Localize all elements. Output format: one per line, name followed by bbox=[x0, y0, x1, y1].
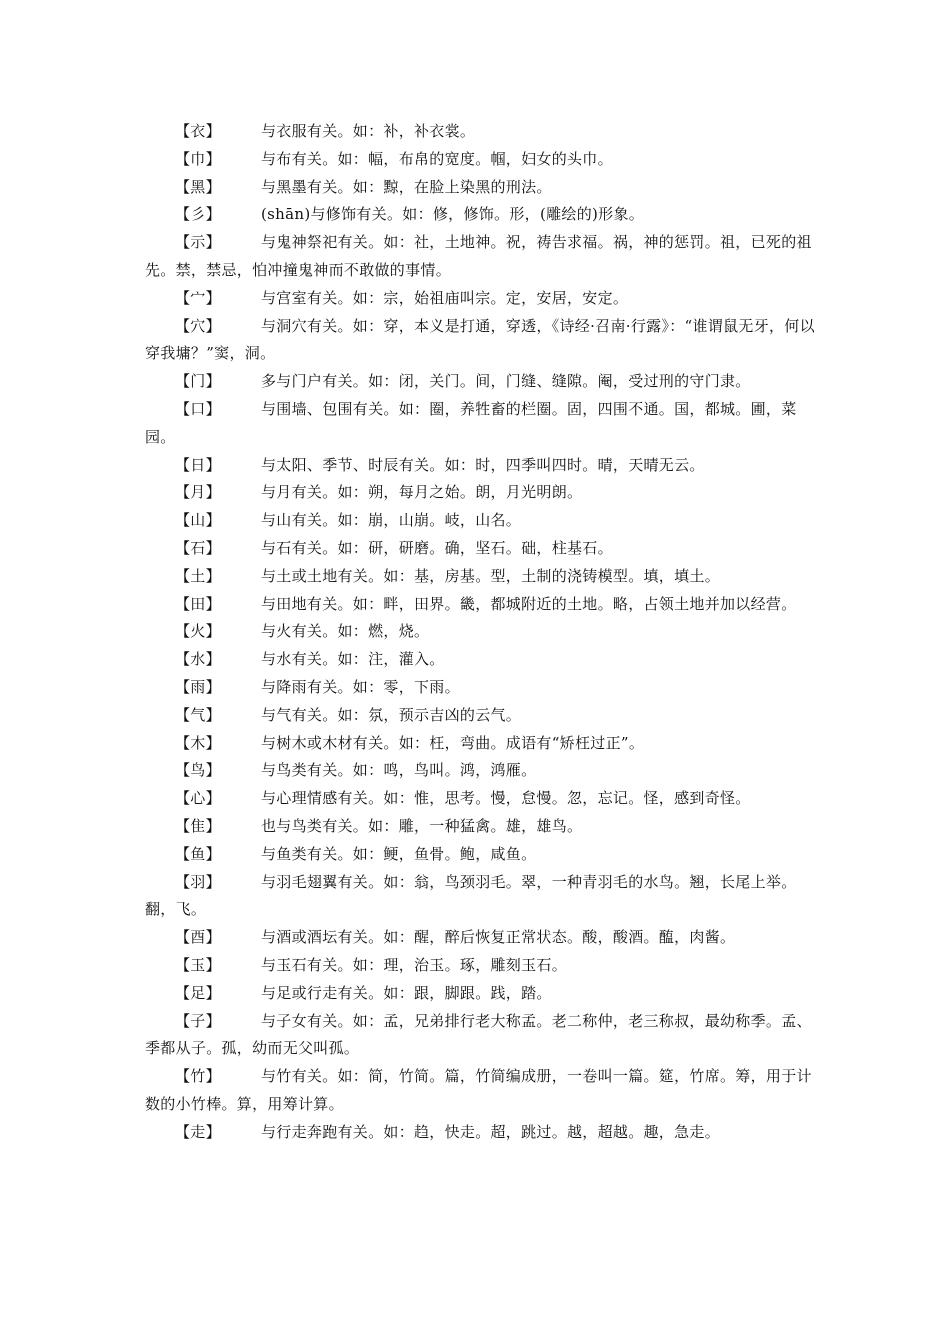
radical-entry bbox=[145, 813, 825, 841]
radical-label: 【水】 bbox=[175, 650, 221, 669]
radical-label: 【雨】 bbox=[175, 677, 221, 696]
radical-definition: 与布有关。如：幅，布帛的宽度。帼，妇女的头巾。 bbox=[261, 149, 613, 168]
radical-definition: 与心理情感有关。如：惟，思考。慢，怠慢。忽，忘记。怪，感到奇怪。 bbox=[261, 789, 751, 808]
radical-label: 【子】 bbox=[175, 1011, 221, 1030]
radical-label: 【石】 bbox=[175, 538, 221, 557]
radical-entry bbox=[145, 785, 825, 813]
radical-label: 【土】 bbox=[175, 566, 221, 585]
radical-label: 【羽】 bbox=[175, 872, 221, 891]
radical-definition: 与衣服有关。如：补，补衣裳。 bbox=[261, 122, 476, 140]
radical-entry bbox=[145, 1119, 825, 1147]
radical-definition: 与山有关。如：崩，山崩。岐，山名。 bbox=[261, 511, 522, 530]
radical-definition: 与气有关。如：氛，预示吉凶的云气。 bbox=[261, 705, 522, 724]
radical-entry bbox=[145, 980, 825, 1008]
radical-definition: 也与鸟类有关。如：雕，一种猛禽。雄，雄鸟。 bbox=[261, 816, 583, 835]
radical-entry bbox=[145, 924, 825, 952]
radical-label: 【巾】 bbox=[175, 149, 221, 168]
radical-definition: 与玉石有关。如：理，治玉。琢，雕刻玉石。 bbox=[261, 955, 568, 974]
radical-entry bbox=[145, 146, 825, 174]
radical-definition: 与鱼类有关。如：鲠，鱼骨。鲍，咸鱼。 bbox=[261, 844, 537, 863]
radical-definition: 与火有关。如：燃，烧。 bbox=[261, 622, 430, 641]
radical-entry bbox=[145, 368, 825, 396]
radical-entry bbox=[145, 869, 825, 925]
radical-label: 【气】 bbox=[175, 705, 221, 724]
radical-definition: 与子女有关。如：孟，兄弟排行老大称孟。老二称仲，老三称叔，最幼称季。孟、季都从子。孤，幼而无父叫孤。 bbox=[145, 1011, 812, 1058]
radical-label: 【木】 bbox=[175, 733, 221, 752]
radical-label: 【足】 bbox=[175, 983, 221, 1002]
radical-definition: 与太阳、季节、时辰有关。如：时，四季叫四时。晴，天晴无云。 bbox=[261, 455, 705, 474]
radical-definition: (shān)与修饰有关。如：修，修饰。形，(雕绘的)形象。 bbox=[261, 205, 645, 224]
radical-label: 【鸟】 bbox=[175, 761, 221, 780]
radical-definition: 与鬼神祭祀有关。如：社，土地神。祝，祷告求福。祸，神的惩罚。祖，已死的祖先。禁，禁忌，怕冲撞鬼神而不敢做的事情。 bbox=[145, 233, 812, 279]
radical-definition: 与羽毛翅翼有关。如：翁，鸟颈羽毛。翠，一种青羽毛的水鸟。翘，长尾上举。翻，飞。 bbox=[145, 872, 797, 919]
radical-definition: 与鸟类有关。如：鸣，鸟叫。鸿，鸿雁。 bbox=[261, 761, 537, 780]
radical-label: 【田】 bbox=[175, 594, 221, 613]
radical-label: 【宀】 bbox=[175, 288, 221, 307]
radical-definition: 与宫室有关。如：宗，始祖庙叫宗。定，安居，安定。 bbox=[261, 288, 629, 307]
radical-entry bbox=[145, 674, 825, 702]
radical-label: 【穴】 bbox=[175, 316, 221, 335]
radical-label: 【火】 bbox=[175, 622, 221, 641]
radical-definition: 与围墙、包围有关。如：圈，养牲畜的栏圈。固，四围不通。国，都城。圃，菜园。 bbox=[145, 399, 797, 446]
radical-entry bbox=[145, 646, 825, 674]
radical-entry bbox=[145, 1063, 825, 1119]
radical-label: 【月】 bbox=[175, 483, 221, 502]
radical-entry bbox=[145, 507, 825, 535]
radical-label: 【口】 bbox=[175, 399, 221, 418]
radical-entry bbox=[145, 702, 825, 730]
radical-label: 【山】 bbox=[175, 511, 221, 530]
radical-entry bbox=[145, 174, 825, 202]
radical-label: 【酉】 bbox=[175, 928, 221, 947]
radical-label: 【示】 bbox=[175, 233, 221, 252]
radical-label: 【彡】 bbox=[175, 205, 221, 224]
radical-entry bbox=[145, 841, 825, 869]
radical-definition: 与洞穴有关。如：穿，本义是打通，穿透，《诗经·召南·行露》：“谁谓鼠无牙，何以穿我墉？”窦，洞。 bbox=[145, 316, 815, 363]
radical-entry bbox=[145, 479, 825, 507]
radical-definition: 与树木或木材有关。如：枉，弯曲。成语有“矫枉过正”。 bbox=[261, 733, 645, 752]
radical-entry bbox=[145, 452, 825, 480]
radical-entry bbox=[145, 118, 825, 146]
radical-definition: 与石有关。如：研，研磨。确，坚石。础，柱基石。 bbox=[261, 538, 613, 557]
radical-definition: 与土或土地有关。如：基，房基。型，土制的浇铸模型。填，填土。 bbox=[261, 566, 721, 585]
radical-definition: 与水有关。如：注，灌入。 bbox=[261, 650, 445, 669]
radical-entry bbox=[145, 201, 825, 229]
radical-label: 【走】 bbox=[175, 1122, 221, 1141]
radical-label: 【玉】 bbox=[175, 955, 221, 974]
radical-entry bbox=[145, 563, 825, 591]
radical-entry bbox=[145, 535, 825, 563]
radical-entry bbox=[145, 1008, 825, 1064]
radical-entry bbox=[145, 618, 825, 646]
radical-label: 【鱼】 bbox=[175, 844, 221, 863]
radical-label: 【竹】 bbox=[175, 1067, 221, 1086]
radical-entry bbox=[145, 952, 825, 980]
radical-label: 【心】 bbox=[175, 789, 221, 808]
radical-entry bbox=[145, 396, 825, 452]
radical-definition: 与月有关。如：朔，每月之始。朗，月光明朗。 bbox=[261, 483, 583, 502]
radical-label: 【隹】 bbox=[175, 816, 221, 835]
radical-label: 【门】 bbox=[175, 372, 221, 391]
radical-definition: 与行走奔跑有关。如：趋，快走。超，跳过。越，超越。趣，急走。 bbox=[261, 1122, 721, 1141]
radical-entry bbox=[145, 591, 825, 619]
radical-definition: 与黑墨有关。如：黥，在脸上染黑的刑法。 bbox=[261, 177, 552, 196]
radical-definition: 与竹有关。如：简，竹简。篇，竹简编成册，一卷叫一篇。筵，竹席。筹，用于计数的小竹棒。算，用筹计算。 bbox=[145, 1067, 812, 1113]
radical-definition: 与田地有关。如：畔，田界。畿，都城附近的土地。略，占领土地并加以经营。 bbox=[261, 594, 797, 613]
radical-label: 【黑】 bbox=[175, 177, 221, 196]
radical-entry bbox=[145, 757, 825, 785]
radical-definition: 多与门户有关。如：闭，关门。间，门缝、缝隙。阉，受过刑的守门隶。 bbox=[261, 372, 751, 391]
radical-definition: 与酒或酒坛有关。如：醒，醉后恢复正常状态。酸，酸酒。醢，肉酱。 bbox=[261, 928, 736, 947]
radical-definition: 与足或行走有关。如：跟，脚跟。践，踏。 bbox=[261, 983, 552, 1002]
radical-list bbox=[145, 118, 825, 1146]
radical-label: 【日】 bbox=[175, 455, 221, 474]
radical-entry bbox=[145, 285, 825, 313]
radical-entry bbox=[145, 229, 825, 285]
radical-entry bbox=[145, 730, 825, 758]
radical-entry bbox=[145, 313, 825, 369]
radical-definition: 与降雨有关。如：零，下雨。 bbox=[261, 677, 460, 696]
radical-label: 【衣】 bbox=[175, 122, 221, 140]
